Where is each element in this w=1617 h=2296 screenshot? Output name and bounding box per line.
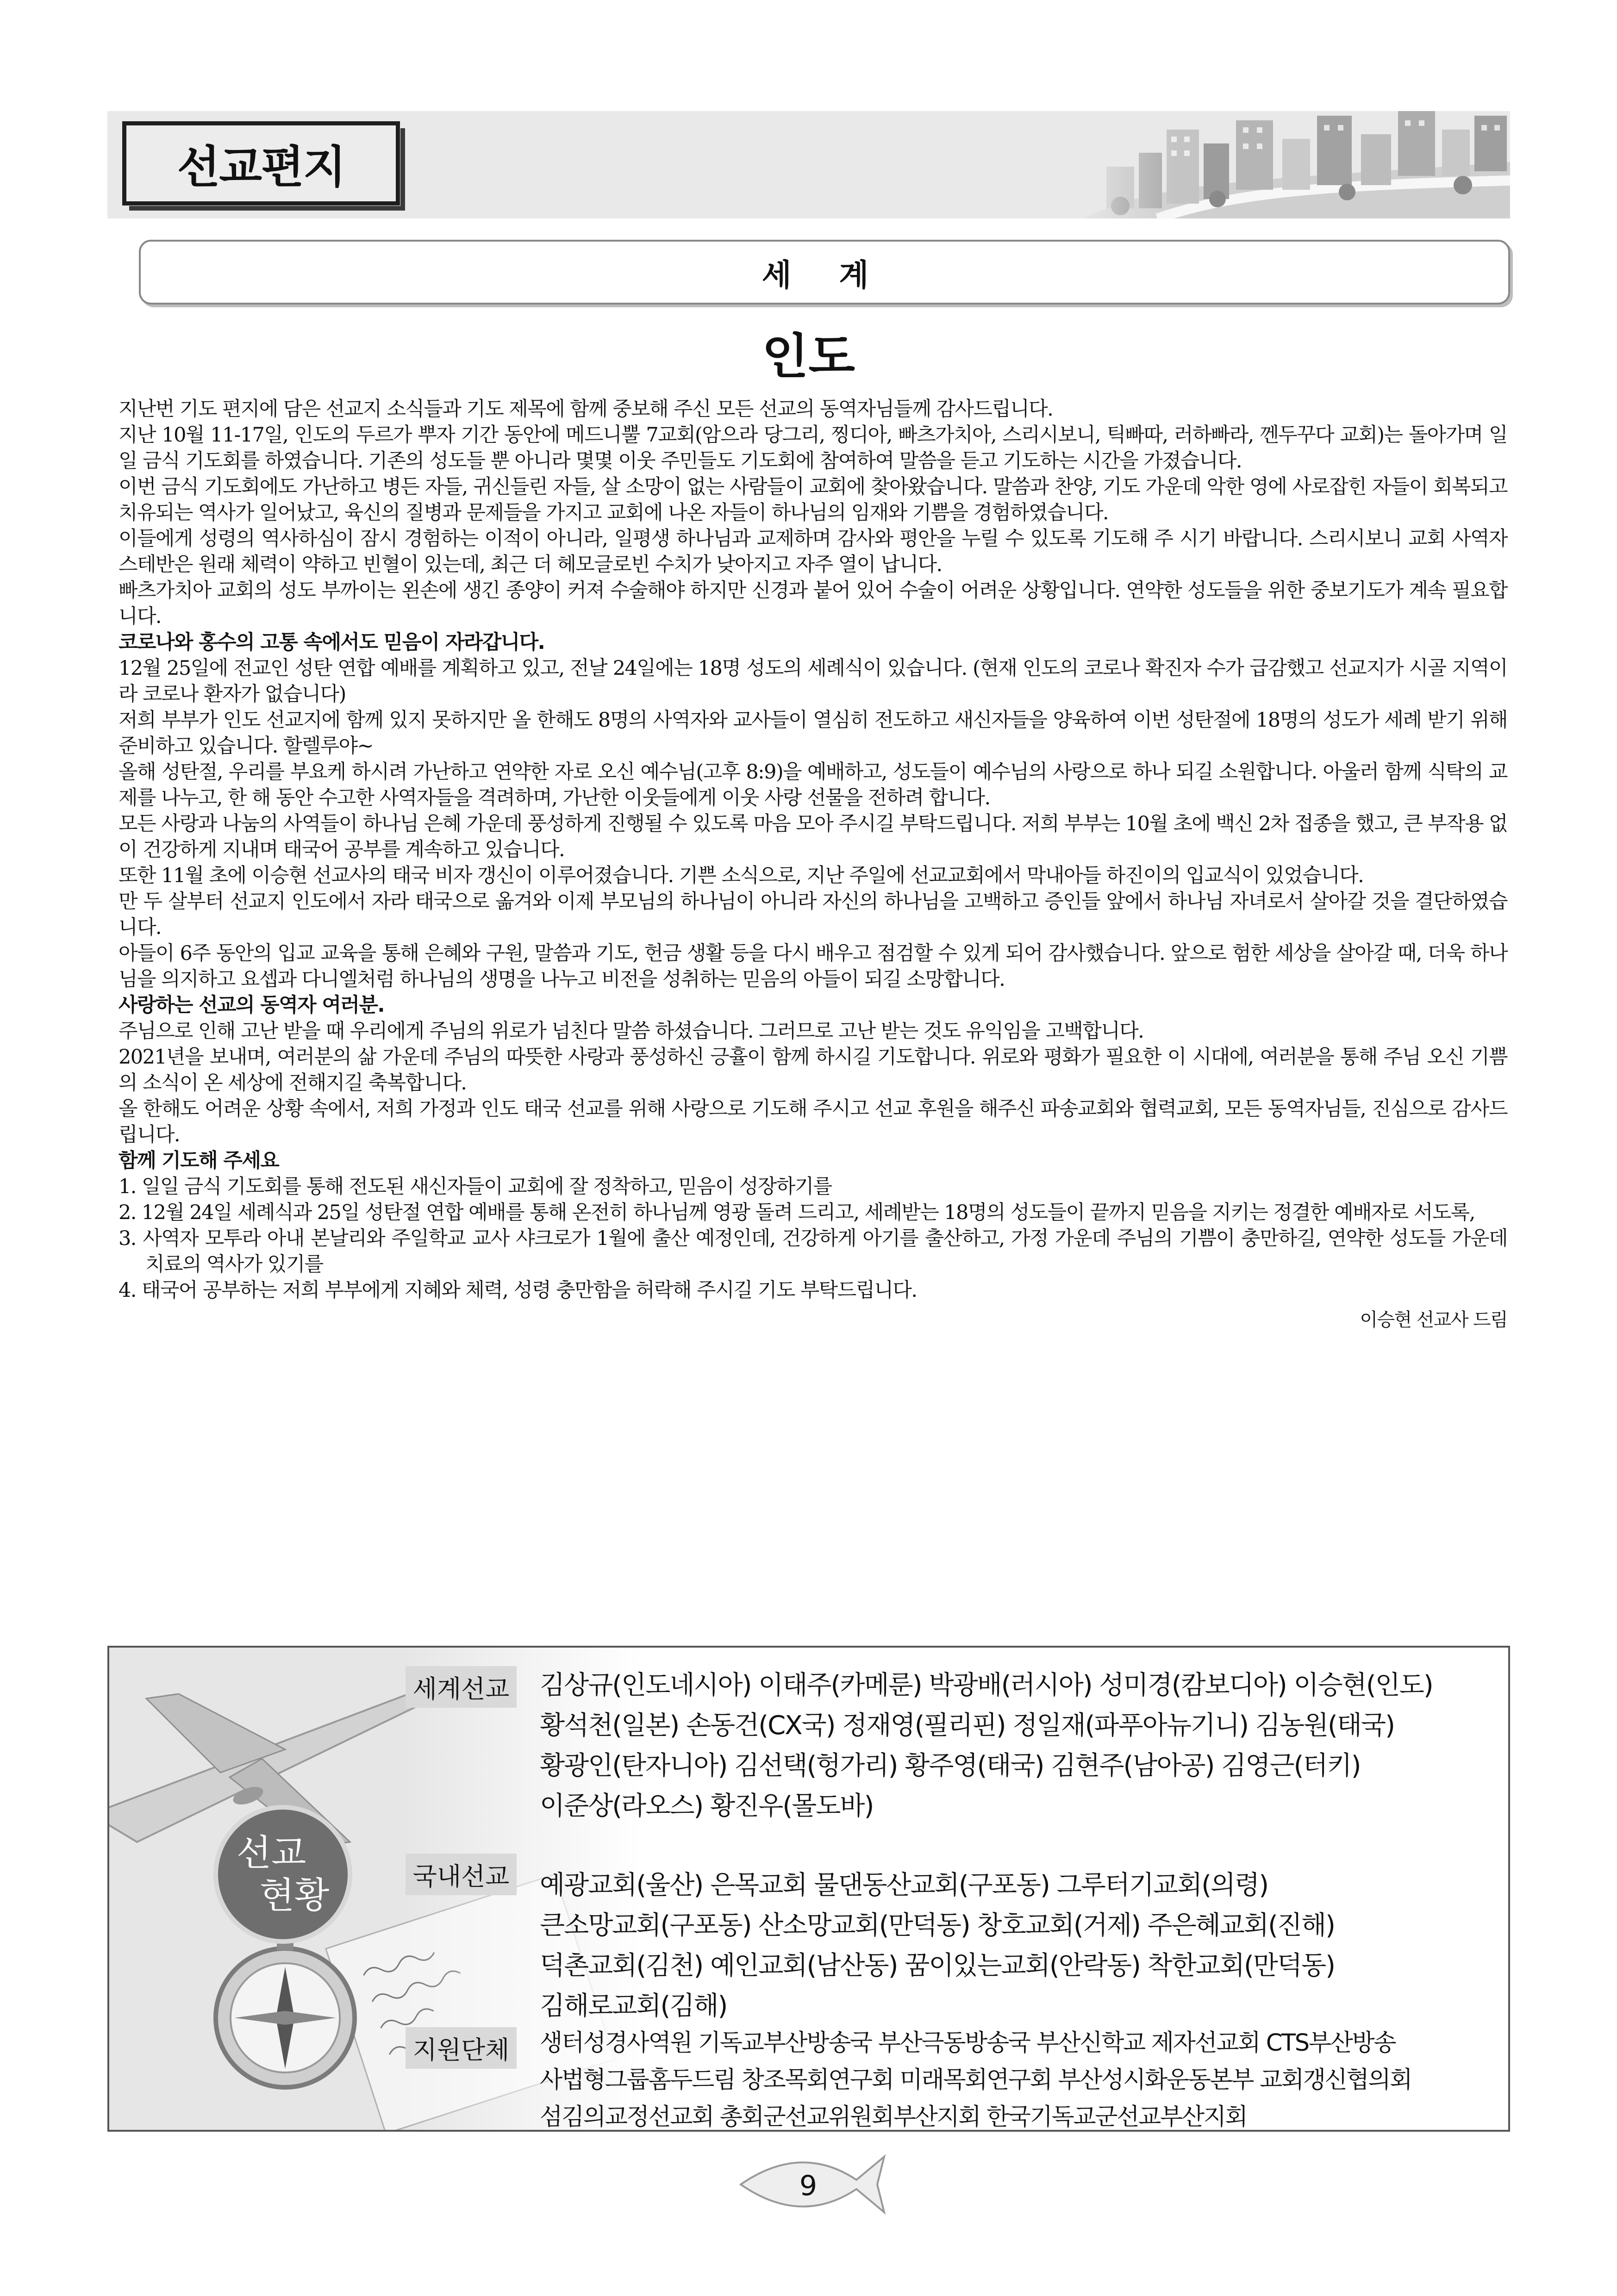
letter-paragraph: 2021년을 보내며, 여러분의 삶 가운데 주님의 따뜻한 사랑과 풍성하신 긍휼이 함께 하시길 기도합니다. 위로와 평화가 필요한 이 시대에, 여러분을 통해 주님 오신 기쁨의 소식이 온 세상에 전해지길 축복합니다. bbox=[119, 1045, 1507, 1095]
list-line: 황광인(탄자니아) 김선택(헝가리) 황주영(태국) 김현주(남아공) 김영근(터키) bbox=[540, 1751, 1361, 1781]
prayer-item: 2. 12월 24일 세례식과 25일 성탄절 연합 예배를 통해 온전히 하나님께 영광 돌려 드리고, 세례받는 18명의 성도들이 끝까지 믿음을 지키는 정결한 예배자로 서도록, bbox=[119, 1201, 1475, 1224]
letter-paragraph: 모든 사랑과 나눔의 사역들이 하나님 은혜 가운데 풍성하게 진행될 수 있도록 마음 모아 주시길 부탁드립니다. 저희 부부는 10월 초에 백신 2차 접종을 했고, 큰 부작용 없이 건강하게 지내며 태국어 공부를 계속하고 있습니다. bbox=[119, 812, 1507, 861]
section-title: 선교편지 bbox=[177, 141, 345, 193]
prayer-item: 4. 태국어 공부하는 저희 부부에게 지혜와 체력, 성령 충만함을 허락해 주시길 기도 부탁드립니다. bbox=[119, 1279, 917, 1302]
page-number: 9 bbox=[799, 2170, 818, 2202]
letter-paragraph: 만 두 살부터 선교지 인도에서 자라 태국으로 옮겨와 이제 부모님의 하나님이 아니라 자신의 하나님을 고백하고 증인들 앞에서 하나님 자녀로서 살아갈 것을 결단하였습니다. bbox=[119, 890, 1507, 939]
letter-paragraph: 이번 금식 기도회에도 가난하고 병든 자들, 귀신들린 자들, 살 소망이 없는 사람들이 교회에 찾아왔습니다. 말씀과 찬양, 기도 가운데 악한 영에 사로잡힌 자들이 회복되고 치유되는 역사가 일어났고, 육신의 질병과 문제들을 가지고 교회에 나온 자들이 하나님의 임재와 기쁨을 경험하였습니다. bbox=[119, 475, 1507, 524]
list-line: 덕촌교회(김천) 예인교회(남산동) 꿈이있는교회(안락동) 착한교회(만덕동) bbox=[540, 1951, 1335, 1981]
world-mission-label: 세계선교 bbox=[406, 1666, 517, 1708]
region-label: 세 계 bbox=[762, 257, 887, 293]
letter-paragraph: 빠츠가치아 교회의 성도 부까이는 왼손에 생긴 종양이 커져 수술해야 하지만 신경과 붙어 있어 수술이 어려운 상황입니다. 연약한 성도들을 위한 중보기도가 계속 필요합니다. bbox=[119, 579, 1507, 628]
section-title-box bbox=[122, 121, 400, 205]
letter-subheading: 사랑하는 선교의 동역자 여러분. bbox=[119, 994, 385, 1017]
domestic-mission-label: 국내선교 bbox=[406, 1854, 517, 1895]
country-title: 인도 bbox=[762, 328, 855, 385]
prayer-item: 1. 일일 금식 기도회를 통해 전도된 새신자들이 교회에 잘 정착하고, 믿음이 성장하기를 bbox=[119, 1175, 832, 1198]
list-line: 사법형그룹홈두드림 창조목회연구회 미래목회연구회 부산성시화운동본부 교회갱신협의회 bbox=[540, 2066, 1412, 2094]
letter-paragraph: 저희 부부가 인도 선교지에 함께 있지 못하지만 올 한해도 8명의 사역자와 교사들이 열심히 전도하고 새신자들을 양육하여 이번 성탄절에 18명의 성도가 세례 받기 위해 준비하고 있습니다. 할렐루야~ bbox=[119, 709, 1507, 758]
city-buildings-illustration bbox=[1065, 111, 1510, 218]
list-line: 김해로교회(김해) bbox=[540, 1991, 727, 2021]
list-line: 이준상(라오스) 황진우(몰도바) bbox=[540, 1791, 874, 1821]
list-line: 황석천(일본) 손동건(CX국) 정재영(필리핀) 정일재(파푸아뉴기니) 김농원(태국) bbox=[540, 1711, 1394, 1741]
list-line: 섬김의교정선교회 총회군선교위원회부산지회 한국기독교군선교부산지회 bbox=[540, 2103, 1247, 2131]
letter-paragraph: 올해 성탄절, 우리를 부요케 하시려 가난하고 연약한 자로 오신 예수님(고후 8:9)을 예배하고, 성도들이 예수님의 사랑으로 하나 되길 소원합니다. 아울러 함께 식탁의 교제를 나누고, 한 해 동안 수고한 사역자들을 격려하며, 가난한 이웃들에게 이웃 사랑 선물을 전하려 합니다. bbox=[119, 760, 1507, 809]
status-badge bbox=[213, 1805, 352, 1944]
badge-line1: 선교 bbox=[236, 1832, 306, 1874]
letter-body bbox=[119, 396, 1507, 1333]
letter-paragraph: 올 한해도 어려운 상황 속에서, 저희 가정과 인도 태국 선교를 위해 사랑으로 기도해 주시고 선교 후원을 해주신 파송교회와 협력교회, 모든 동역자님들, 진심으로 감사드립니다. bbox=[119, 1097, 1507, 1146]
list-line: 김상규(인도네시아) 이태주(카메룬) 박광배(러시아) 성미경(캄보디아) 이승현(인도) bbox=[540, 1670, 1433, 1700]
world-mission-list bbox=[540, 1665, 1507, 1826]
list-line: 큰소망교회(구포동) 산소망교회(만덕동) 창호교회(거제) 주은혜교회(진해) bbox=[540, 1910, 1335, 1941]
letter-paragraph: 주님으로 인해 고난 받을 때 우리에게 주님의 위로가 넘친다 말씀 하셨습니다. 그러므로 고난 받는 것도 유익임을 고백합니다. bbox=[119, 1020, 1144, 1043]
letter-paragraph: 12월 25일에 전교인 성탄 연합 예배를 계획하고 있고, 전날 24일에는 18명 성도의 세례식이 있습니다. (현재 인도의 코로나 확진자 수가 급감했고 선교지가 시골 지역이라 코로나 환자가 없습니다) bbox=[119, 657, 1507, 706]
support-org-label: 지원단체 bbox=[406, 2027, 517, 2069]
prayer-heading: 함께 기도해 주세요 bbox=[119, 1149, 279, 1172]
letter-paragraph: 아들이 6주 동안의 입교 교육을 통해 은혜와 구원, 말씀과 기도, 헌금 생활 등을 다시 배우고 점검할 수 있게 되어 감사했습니다. 앞으로 험한 세상을 살아갈 때, 더욱 하나님을 의지하고 요셉과 다니엘처럼 하나님의 생명을 나누고 비전을 성취하는 믿음의 아들이 되길 소망합니다. bbox=[119, 942, 1508, 991]
letter-paragraph: 이들에게 성령의 역사하심이 잠시 경험하는 이적이 아니라, 일평생 하나님과 교제하며 감사와 평안을 누릴 수 있도록 기도해 주 시기 바랍니다. 스리시보니 교회 사역자 스테반은 원래 체력이 약하고 빈혈이 있는데, 최근 더 헤모글로빈 수치가 낮아지고 자주 열이 납니다. bbox=[119, 527, 1507, 576]
prayer-item: 3. 사역자 모투라 아내 본날리와 주일학교 교사 샤크로가 1월에 출산 예정인데, 건강하게 아기를 출산하고, 가정 가운데 주님의 기쁨이 충만하길, 연약한 성도들 가운데 치료의 역사가 있기를 bbox=[119, 1227, 1507, 1276]
list-line: 생터성경사역원 기독교부산방송국 부산극동방송국 부산신학교 제자선교회 CTS부산방송 bbox=[540, 2029, 1396, 2057]
letter-paragraph: 지난번 기도 편지에 담은 선교지 소식들과 기도 제목에 함께 중보해 주신 모든 선교의 동역자님들께 감사드립니다. bbox=[119, 398, 1053, 421]
badge-line2: 현황 bbox=[259, 1875, 330, 1916]
letter-subheading: 코로나와 홍수의 고통 속에서도 믿음이 자라갑니다. bbox=[119, 631, 545, 654]
mission-status-box bbox=[107, 1646, 1510, 2132]
letter-paragraph: 또한 11월 초에 이승현 선교사의 태국 비자 갱신이 이루어졌습니다. 기쁜 소식으로, 지난 주일에 선교교회에서 막내아들 하진이의 입교식이 있었습니다. bbox=[119, 864, 1364, 887]
support-org-list bbox=[540, 2025, 1507, 2132]
region-pill bbox=[139, 240, 1510, 305]
letter-paragraph: 지난 10월 11-17일, 인도의 두르가 뿌자 기간 동안에 메드니뿔 7교회(암으라 당그리, 찡디아, 빠츠가치아, 스리시보니, 틱빠따, 러하빠라, 껜두꾸다 교회)는 돌아가며 일일 금식 기도회를 하였습니다. 기존의 성도들 뿐 아니라 몇몇 이웃 주민들도 기도회에 참여하여 말씀을 듣고 기도하는 시간을 가졌습니다. bbox=[119, 423, 1507, 473]
signature: 이승현 선교사 드림 bbox=[1360, 1309, 1507, 1331]
domestic-mission-list bbox=[540, 1865, 1507, 2026]
list-line: 예광교회(울산) 은목교회 물댄동산교회(구포동) 그루터기교회(의령) bbox=[540, 1870, 1268, 1900]
